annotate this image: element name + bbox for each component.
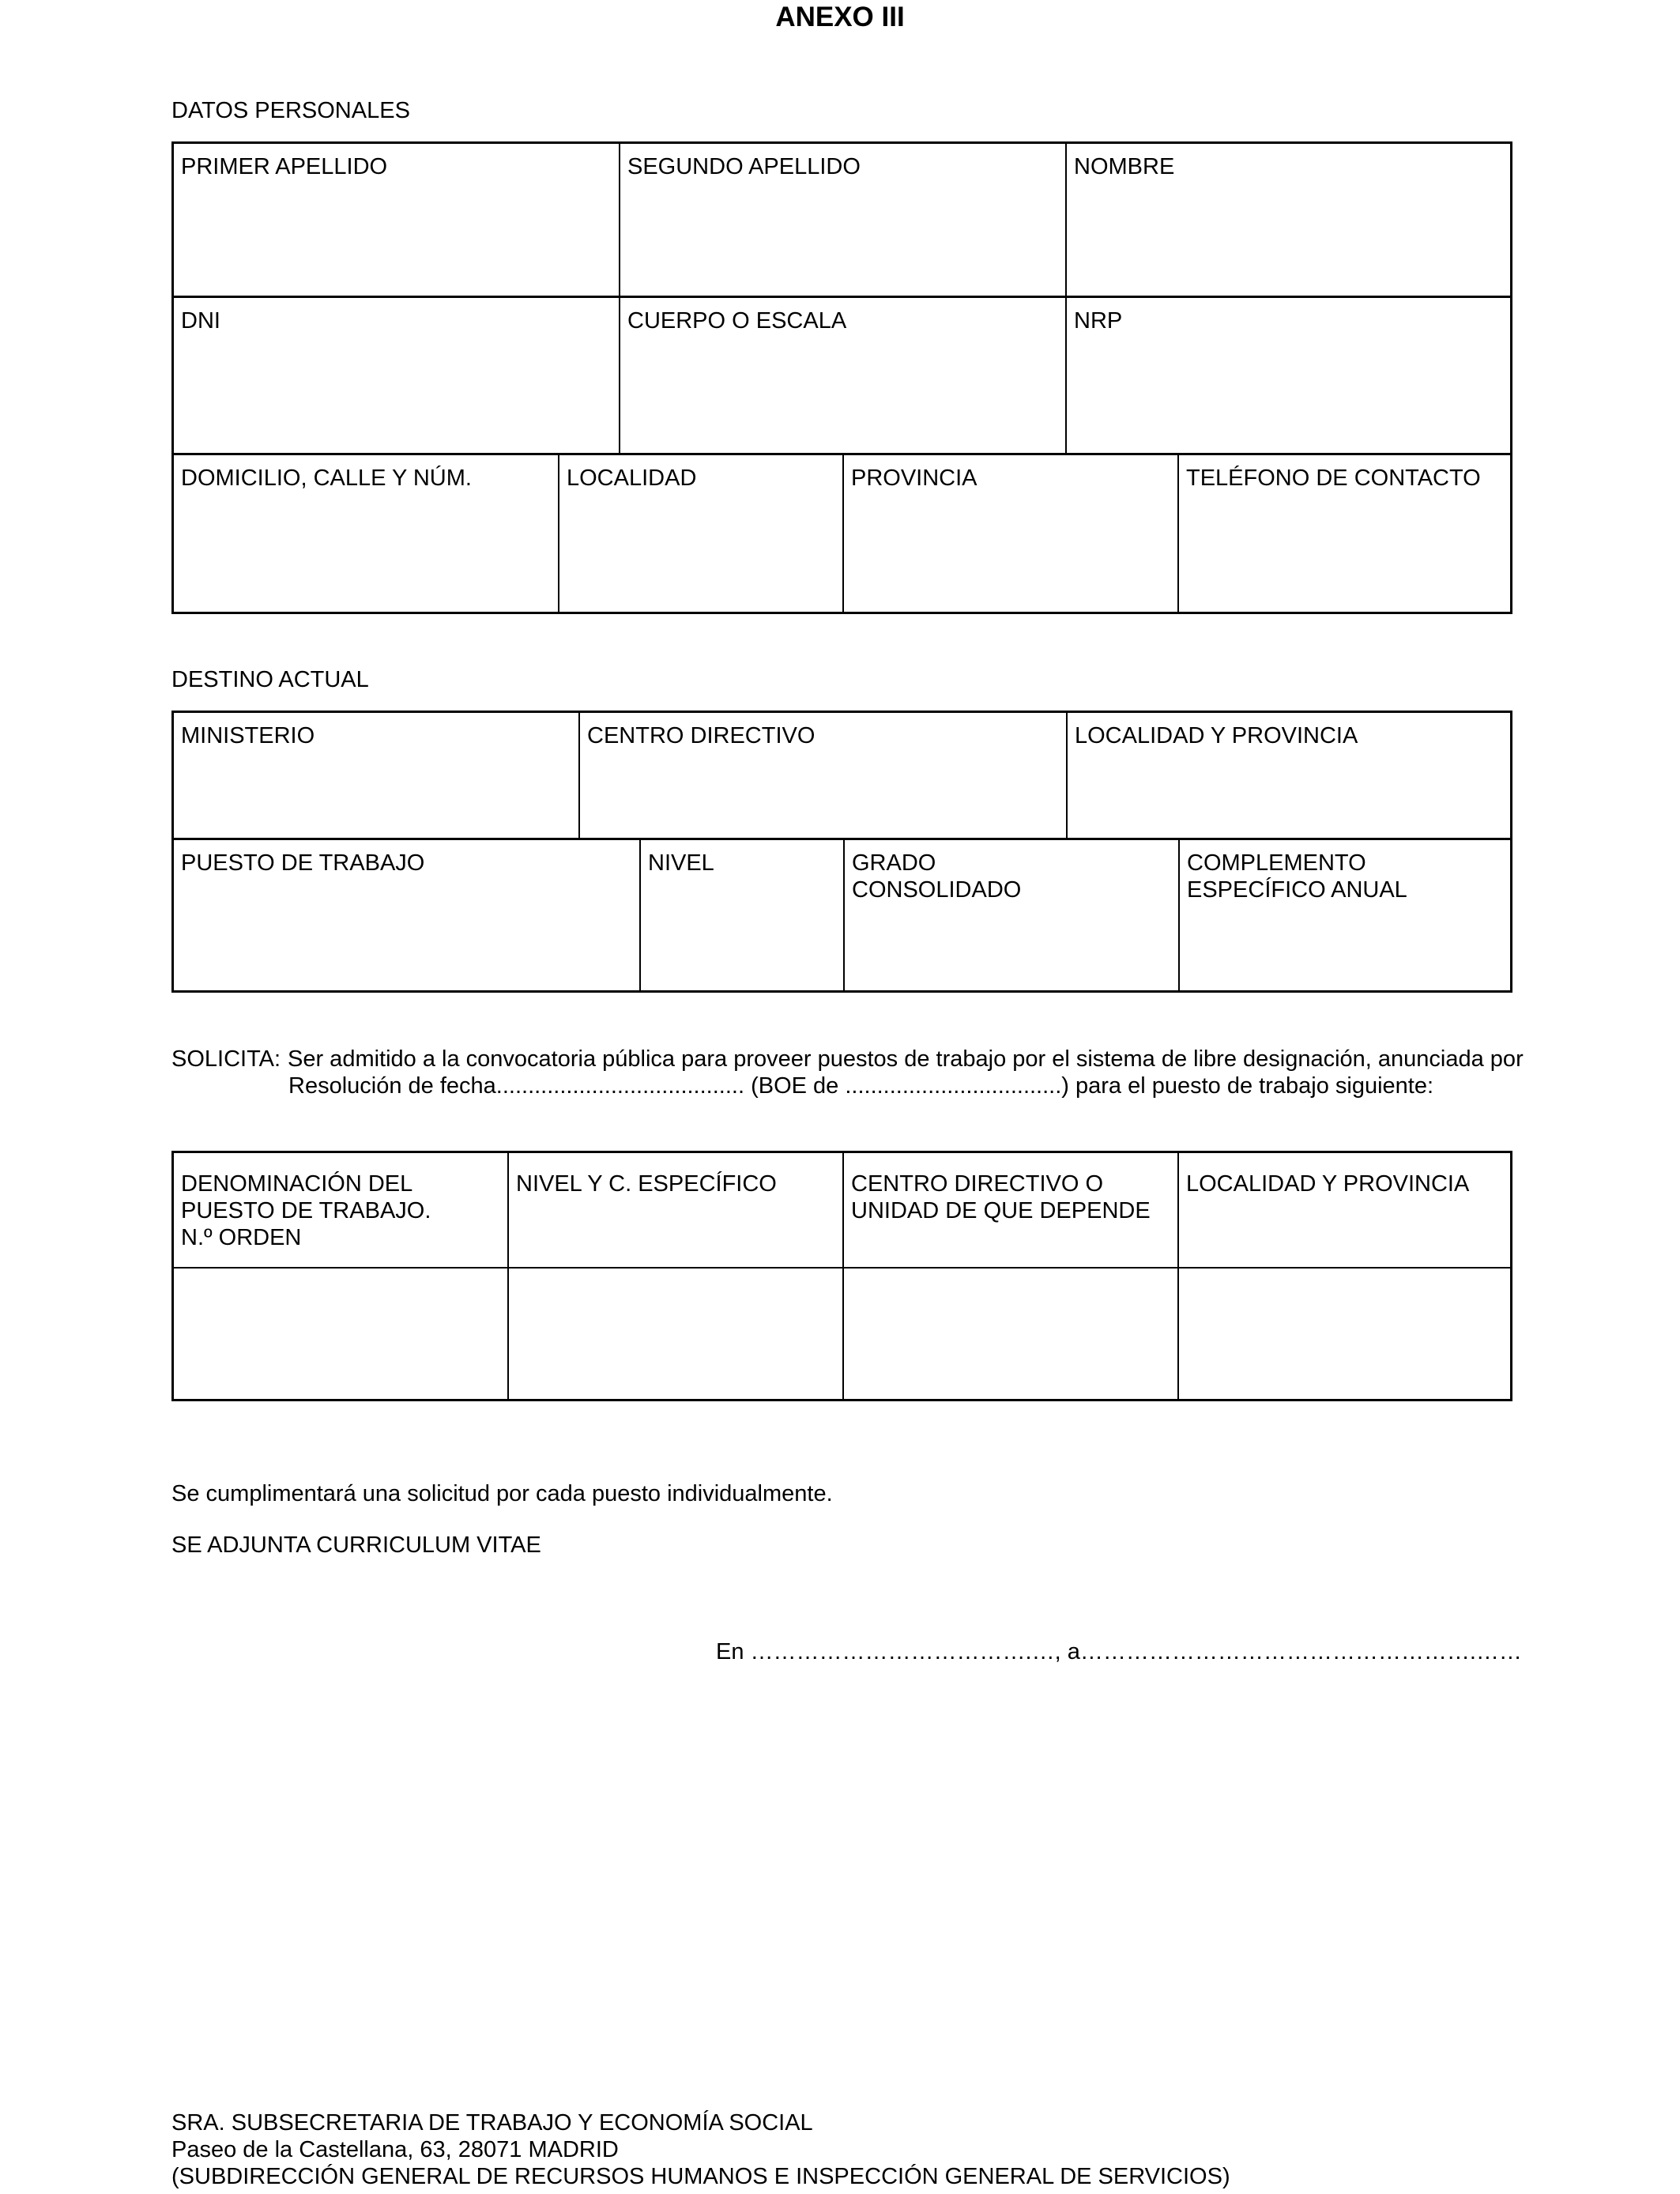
solicita-text-line2: Resolución de fecha....................................... (BOE de ..................................) para el puesto de trabajo siguiente: — [288, 1073, 1434, 1099]
localidad-provincia-field[interactable]: LOCALIDAD Y PROVINCIA — [1075, 723, 1358, 748]
destino-actual-table-row1 — [171, 711, 1512, 839]
place-date-line[interactable]: En ……………………………….…, a…………………………………………….…… — [716, 1639, 1522, 1664]
destino-actual-table-row2 — [171, 838, 1512, 993]
datos-personales-table-row3 — [171, 453, 1512, 614]
puesto-solicitado-table — [171, 1151, 1512, 1401]
segundo-apellido-field[interactable]: SEGUNDO APELLIDO — [620, 144, 1067, 297]
puesto-trabajo-field[interactable]: PUESTO DE TRABAJO — [174, 840, 641, 990]
solicita-text-line1: Ser admitido a la convocatoria pública para proveer puestos de trabajo por el sistema de libre designación, anunciada por — [288, 1046, 1524, 1072]
telefono-field[interactable]: TELÉFONO DE CONTACTO — [1186, 466, 1481, 491]
primer-apellido-field[interactable]: PRIMER APELLIDO — [174, 144, 620, 297]
note-individual: Se cumplimentará una solicitud por cada puesto individualmente. — [171, 1481, 833, 1506]
note-curriculum: SE ADJUNTA CURRICULUM VITAE — [171, 1532, 541, 1558]
localidad-provincia-input-cell[interactable] — [1179, 1269, 1510, 1399]
nivel-field[interactable]: NIVEL — [641, 840, 845, 990]
grado-consolidado-field[interactable]: GRADO CONSOLIDADO — [845, 840, 1180, 990]
denominacion-input-cell[interactable] — [174, 1269, 509, 1399]
centro-directivo-field[interactable]: CENTRO DIRECTIVO — [580, 713, 1068, 839]
domicilio-field[interactable]: DOMICILIO, CALLE Y NÚM. — [174, 455, 559, 612]
nombre-field[interactable]: NOMBRE — [1074, 154, 1175, 179]
section-heading-destino-actual: DESTINO ACTUAL — [171, 667, 369, 692]
solicita-label: SOLICITA: — [171, 1046, 281, 1072]
datos-personales-table-row2 — [171, 296, 1512, 454]
centro-directivo-header: CENTRO DIRECTIVO O UNIDAD DE QUE DEPENDE — [844, 1153, 1179, 1269]
footer-address: Paseo de la Castellana, 63, 28071 MADRID — [171, 2137, 619, 2162]
dni-field[interactable]: DNI — [174, 298, 620, 454]
provincia-field[interactable]: PROVINCIA — [844, 455, 1179, 612]
nrp-field[interactable]: NRP — [1074, 308, 1123, 334]
denominacion-header: DENOMINACIÓN DEL PUESTO DE TRABAJO. N.º ORDEN — [174, 1153, 509, 1269]
ministerio-field[interactable]: MINISTERIO — [174, 713, 580, 839]
section-heading-datos-personales: DATOS PERSONALES — [171, 98, 410, 123]
centro-directivo-input-cell[interactable] — [844, 1269, 1179, 1399]
nivel-especifico-input-cell[interactable] — [509, 1269, 844, 1399]
footer-addressee: SRA. SUBSECRETARIA DE TRABAJO Y ECONOMÍA SOCIAL — [171, 2110, 813, 2136]
cuerpo-escala-field[interactable]: CUERPO O ESCALA — [620, 298, 1067, 454]
localidad-field[interactable]: LOCALIDAD — [559, 455, 844, 612]
nivel-especifico-header: NIVEL Y C. ESPECÍFICO — [509, 1153, 844, 1269]
complemento-especifico-field[interactable]: COMPLEMENTO ESPECÍFICO ANUAL — [1187, 850, 1407, 903]
footer-department: (SUBDIRECCIÓN GENERAL DE RECURSOS HUMANOS E INSPECCIÓN GENERAL DE SERVICIOS) — [171, 2164, 1230, 2189]
page-title: ANEXO III — [775, 2, 905, 32]
datos-personales-table-row1 — [171, 141, 1512, 297]
localidad-provincia-header: LOCALIDAD Y PROVINCIA — [1179, 1153, 1510, 1269]
